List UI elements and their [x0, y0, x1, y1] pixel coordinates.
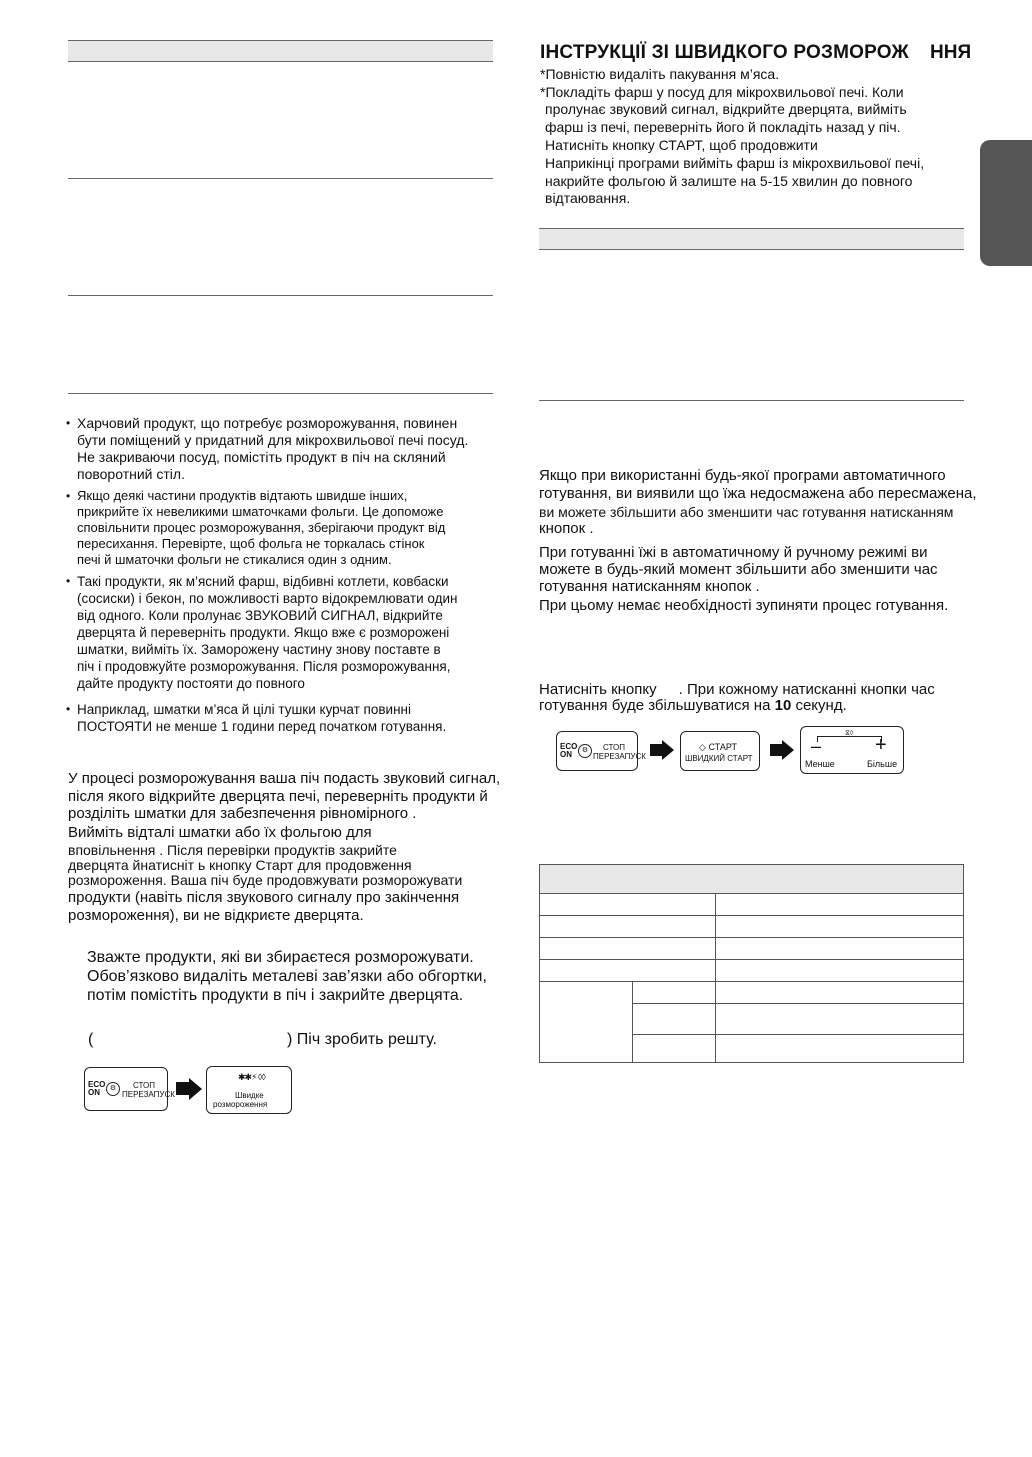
- stop-label: СТОП: [603, 743, 626, 752]
- text-line: можете в будь-який момент збільшити або зменшити час: [539, 561, 938, 578]
- text-line: Обов’язково видаліть металеві зав’язки або обгортки,: [87, 968, 487, 985]
- text-line: кнопок .: [539, 520, 594, 537]
- table-cell: [633, 1004, 716, 1035]
- text-line: ви можете збільшити або зменшити час готування натисканням: [539, 504, 954, 520]
- text-span: готування буде збільшуватися на: [539, 697, 775, 714]
- quick-defrost-title-end: ННЯ: [930, 42, 972, 63]
- text-line: піч і продовжуйте розморожування. Після розморожування,: [77, 659, 451, 674]
- table-cell: [716, 1035, 964, 1063]
- text-line: дверцята й переверніть продукти. Якщо вже є розморожені: [77, 625, 450, 640]
- text-line: після якого відкрийте дверцята печі, переверніть продукти й: [68, 788, 488, 805]
- quick-defrost-button[interactable]: [206, 1066, 292, 1114]
- eco-icon: ⚙: [578, 744, 592, 758]
- text-line: готування, ви виявили що їжа недосмажена або пересмажена,: [539, 485, 977, 502]
- text-line: печі й шматочки фольги не стикалися один з одним.: [77, 552, 392, 567]
- text-line: У процесі розморожування ваша піч подасть звуковий сигнал,: [68, 770, 501, 787]
- text-span: . При кожному натисканні кнопки час: [678, 681, 935, 698]
- table-cell: [540, 916, 716, 938]
- start-quick-start-button[interactable]: [680, 731, 760, 771]
- quick-defrost-title: ІНСТРУКЦІЇ ЗІ ШВИДКОГО РОЗМОРОЖ: [540, 42, 909, 63]
- text-line: • Наприклад, шматки м’яса й цілі тушки курчат повинні: [77, 702, 411, 717]
- text-line: Якщо при використанні будь-якої програми автоматичного: [539, 467, 946, 484]
- left-section-header-bar: [68, 40, 493, 62]
- text-line: поворотний стіл.: [77, 466, 185, 482]
- text-line: сповільнити процес розморожування, зберігаючи продукт від: [77, 520, 446, 535]
- text-line: *Покладіть фарш у посуд для мікрохвильової печі. Коли: [540, 84, 904, 100]
- text-line: Вийміть відталі шматки або їх фольгою для: [68, 824, 372, 841]
- table-cell: [540, 894, 716, 916]
- text-line: від одного. Коли пролунає ЗВУКОВИЙ СИГНАЛ, відкрийте: [77, 608, 443, 623]
- restart-label: ПЕРЕЗАПУСК: [593, 752, 646, 761]
- text-line: При цьому немає необхідності зупиняти процес готування.: [539, 597, 949, 614]
- text-line: (сосиски) і бекон, по можливості варто відокремлювати один: [77, 591, 458, 606]
- text-line: При готуванні їжі в автоматичному й ручному режимі ви: [539, 544, 928, 561]
- time-icon: ⧖◊: [845, 730, 854, 737]
- table-cell: [716, 1004, 964, 1035]
- text-line: прикрийте їх невеликими шматочками фольги. Це допоможе: [77, 504, 444, 519]
- eco-stop-button[interactable]: [84, 1067, 175, 1111]
- chapter-tab: [980, 140, 1032, 266]
- table-cell: [633, 1035, 716, 1063]
- less-label: Менше: [805, 759, 835, 769]
- list-item: [77, 573, 457, 692]
- list-item: [77, 488, 445, 568]
- text-line: розділіть шматки для забезпечення рівномірного .: [68, 805, 417, 822]
- table-row: [540, 894, 964, 916]
- text-line: бути поміщений у придатний для мікрохвильової печі посуд.: [77, 432, 469, 448]
- text-line: • Такі продукти, як м’ясний фарш, відбивні котлети, ковбаски: [77, 574, 449, 589]
- text-line: потім помістіть продукти в піч і закрийте дверцята.: [87, 987, 464, 1004]
- defrost-icon: ✱✱⚡ ◊◊: [238, 1072, 265, 1082]
- text-line: *Повністю видаліть пакування м’яса.: [540, 66, 780, 82]
- table-cell: [540, 960, 716, 982]
- defrost-table: [539, 864, 964, 1063]
- divider: [68, 178, 493, 179]
- eco-label: ECO ON: [88, 1080, 106, 1097]
- table-row: [540, 938, 964, 960]
- table-header-cell: [540, 865, 964, 894]
- table-row: [540, 960, 964, 982]
- defrost-label: Швидке: [235, 1091, 264, 1100]
- text-line: вповільнення . Після перевірки продуктів закрийте: [68, 842, 397, 858]
- right-section-header-bar: [539, 228, 964, 250]
- text-line: фарш із печі, переверніть його й покладіть назад у піч.: [545, 119, 901, 135]
- quick-start-label: ШВИДКИЙ СТАРТ: [685, 754, 753, 763]
- table-cell: [540, 938, 716, 960]
- table-cell: [633, 982, 716, 1004]
- list-item: [77, 701, 446, 735]
- oven-does-rest-text: ) Піч зробить решту.: [287, 1031, 437, 1048]
- text-line: розмороження. Ваша піч буде продовжувати розморожувати: [68, 872, 463, 888]
- restart-label: ПЕРЕЗАПУСК: [122, 1090, 175, 1099]
- press-button-line: [539, 697, 847, 715]
- table-cell: [716, 960, 964, 982]
- table-cell: [716, 916, 964, 938]
- text-line: дайте продукту постояти до повного: [77, 676, 305, 691]
- plus-icon[interactable]: +: [875, 734, 887, 756]
- start-label: ◇ СТАРТ: [699, 742, 737, 752]
- eco-label: ECO ON: [560, 742, 578, 759]
- table-row: [540, 916, 964, 938]
- time-adjust-dial[interactable]: [800, 726, 904, 774]
- text-line: Наприкінці програми вийміть фарш із мікрохвильової печі,: [545, 155, 925, 171]
- text-line: дверцята йнатисніт ь кнопку Старт для продовження: [68, 857, 412, 873]
- text-span: Натисніть кнопку: [539, 681, 657, 698]
- text-line: Зважте продукти, які ви збираєтеся розморожувати.: [87, 949, 474, 966]
- eco-stop-button[interactable]: [556, 731, 646, 771]
- text-line: • Якщо деякі частини продуктів відтають швидше інших,: [77, 488, 408, 503]
- text-line: розмороження), ви не відкриєте дверцята.: [68, 907, 364, 924]
- table-cell: [716, 938, 964, 960]
- text-line: накрийте фольгою й залиште на 5-15 хвилин до повного: [545, 173, 913, 189]
- table-cell: [716, 894, 964, 916]
- more-label: Більше: [867, 759, 898, 769]
- text-span: секунд.: [791, 697, 847, 714]
- defrost-label-2: розмороження: [213, 1100, 268, 1109]
- divider: [539, 400, 964, 401]
- eco-icon: ⚙: [106, 1082, 120, 1096]
- text-line: • Харчовий продукт, що потребує розморожування, повинен: [77, 415, 458, 431]
- table-header-row: [540, 865, 964, 894]
- stop-label: СТОП: [133, 1081, 156, 1090]
- text-line: шматки, вийміть їх. Заморожену частину знову поставте в: [77, 642, 441, 657]
- table-cell: [716, 982, 964, 1004]
- text-line: Не закриваючи посуд, помістіть продукт в піч на скляний: [77, 449, 446, 465]
- table-cell: [540, 982, 633, 1063]
- paren-open: (: [88, 1031, 94, 1048]
- table-row: [540, 982, 964, 1004]
- text-line: Натисніть кнопку СТАРТ, щоб продовжити: [545, 137, 818, 153]
- divider: [68, 393, 493, 394]
- list-item: [77, 415, 468, 483]
- text-line: пересихання. Перевірте, щоб фольга не торкалась стінок: [77, 536, 425, 551]
- text-line: ПОСТОЯТИ не менше 1 години перед початком готування.: [77, 719, 447, 734]
- text-line: пролунає звуковий сигнал, відкрийте дверцята, вийміть: [545, 101, 907, 117]
- divider: [68, 295, 493, 296]
- seconds-value: 10: [774, 697, 792, 714]
- text-line: відтаювання.: [545, 190, 631, 206]
- start-icon: ◇: [699, 742, 706, 752]
- text-line: готування натисканням кнопок .: [539, 578, 760, 595]
- text-line: продукти (навіть після звукового сигналу про закінчення: [68, 889, 460, 906]
- minus-icon[interactable]: –: [811, 736, 822, 756]
